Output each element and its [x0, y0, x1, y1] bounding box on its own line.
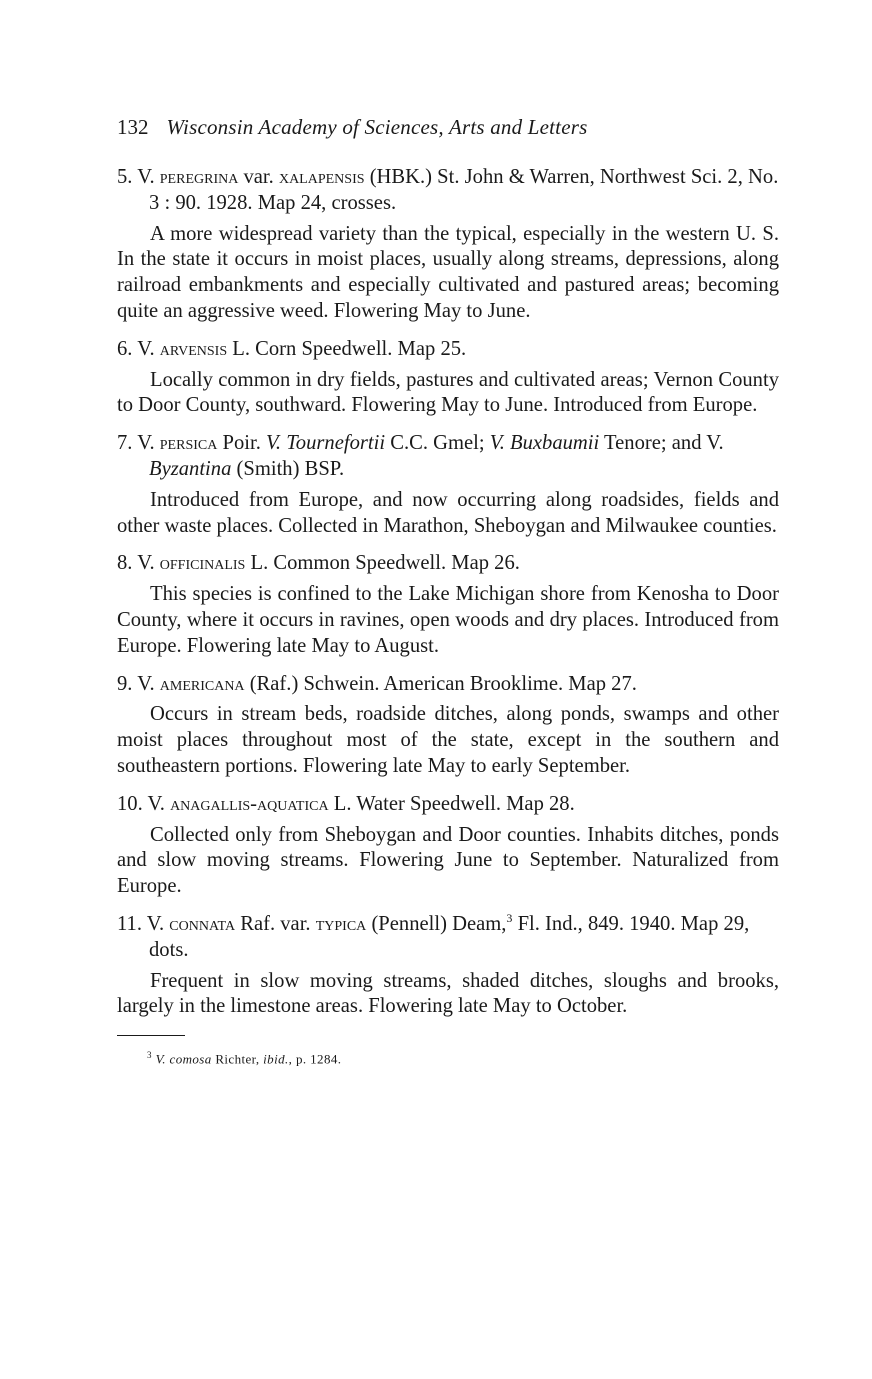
species-name: officinalis [159, 552, 246, 575]
synonym-name: Buxbaumii [510, 432, 600, 455]
entry-heading: 6. V. arvensis L. Corn Speedwell. Map 25. [117, 337, 467, 360]
footnote: $^3$ V. comosa Richter, ibid., p. 1284. [147, 1050, 342, 1067]
species-entry [117, 165, 779, 325]
entry-heading: 9. V. americana (Raf.) Schwein. American Brooklime. Map 27. [117, 672, 637, 695]
entry-description: Frequent in slow moving streams, shaded ditches, sloughs and brooks, largely in the limestone areas. Flowering late May to October. [117, 969, 779, 1018]
entry-heading: 8. V. officinalis L. Common Speedwell. Map 26. [117, 552, 520, 575]
page-body [117, 165, 779, 1068]
species-entry [117, 912, 779, 1020]
entry-description: Occurs in stream beds, roadside ditches, along ponds, swamps and other moist places throughout most of the state, except in the southern and southeastern portions. Flowering late May to early September. [117, 703, 779, 777]
footnote-reference: 3 [506, 911, 513, 926]
entry-heading: 5. V. peregrina var. xalapensis (HBK.) St. John & Warren, Northwest Sci. 2, No. 3 : 90. 1928. Map 24, crosses. [117, 166, 779, 214]
footnote-rule [117, 1035, 185, 1036]
journal-title: Wisconsin Academy of Sciences, Arts and Letters [166, 115, 588, 139]
variety-name: typica [315, 912, 367, 935]
species-entry [117, 551, 779, 659]
species-name: persica [159, 432, 218, 455]
species-entry [117, 337, 779, 419]
footnote-marker: 3 [147, 1050, 152, 1061]
species-entry [117, 431, 779, 539]
entry-description: Introduced from Europe, and now occurring along roadsides, fields and other waste places. Collected in Marathon, Sheboygan and Milwaukee counties. [117, 488, 779, 537]
entry-description: Locally common in dry fields, pastures and cultivated areas; Vernon County to Door County, southward. Flowering May to June. Introduced from Europe. [117, 368, 779, 417]
species-name: peregrina [159, 166, 239, 188]
running-head [117, 113, 797, 141]
species-entry [117, 792, 779, 900]
species-name: americana [159, 672, 245, 695]
entry-heading: 11. V. connata Raf. var. typica (Pennell) Deam,$^3$ Fl. Ind., 849. 1940. Map 29, dots. [117, 911, 750, 961]
species-name: anagallis-aquatica [170, 792, 329, 815]
species-name: connata [169, 912, 236, 935]
entry-description: Collected only from Sheboygan and Door counties. Inhabits ditches, ponds and slow moving streams. Flowering June to September. Naturalized from Europe. [117, 823, 779, 898]
entry-description: This species is confined to the Lake Michigan shore from Kenosha to Door County, where it occurs in ravines, open woods and dry places. Introduced from Europe. Flowering late May to August. [117, 583, 779, 657]
synonym-name: Tournefortii [286, 432, 386, 455]
entry-description: A more widespread variety than the typical, especially in the western U. S. In the state it occurs in moist places, usually along streams, depressions, along railroad embankments and especially cultivated and pastured areas; becoming quite an aggressive weed. Flowering May to June. [117, 222, 779, 322]
species-name: arvensis [159, 337, 228, 360]
variety-name: xalapensis [278, 166, 365, 188]
entry-heading: 7. V. persica Poir. V. Tournefortii C.C. Gmel; V. Buxbaumii Tenore; and V. Byzantina (Smith) BSP. [117, 432, 724, 480]
synonym-name: Byzantina [149, 457, 232, 480]
species-entry [117, 672, 779, 780]
page-number: 132 [117, 115, 149, 139]
entry-heading: 10. V. anagallis-aquatica L. Water Speedwell. Map 28. [117, 792, 575, 815]
